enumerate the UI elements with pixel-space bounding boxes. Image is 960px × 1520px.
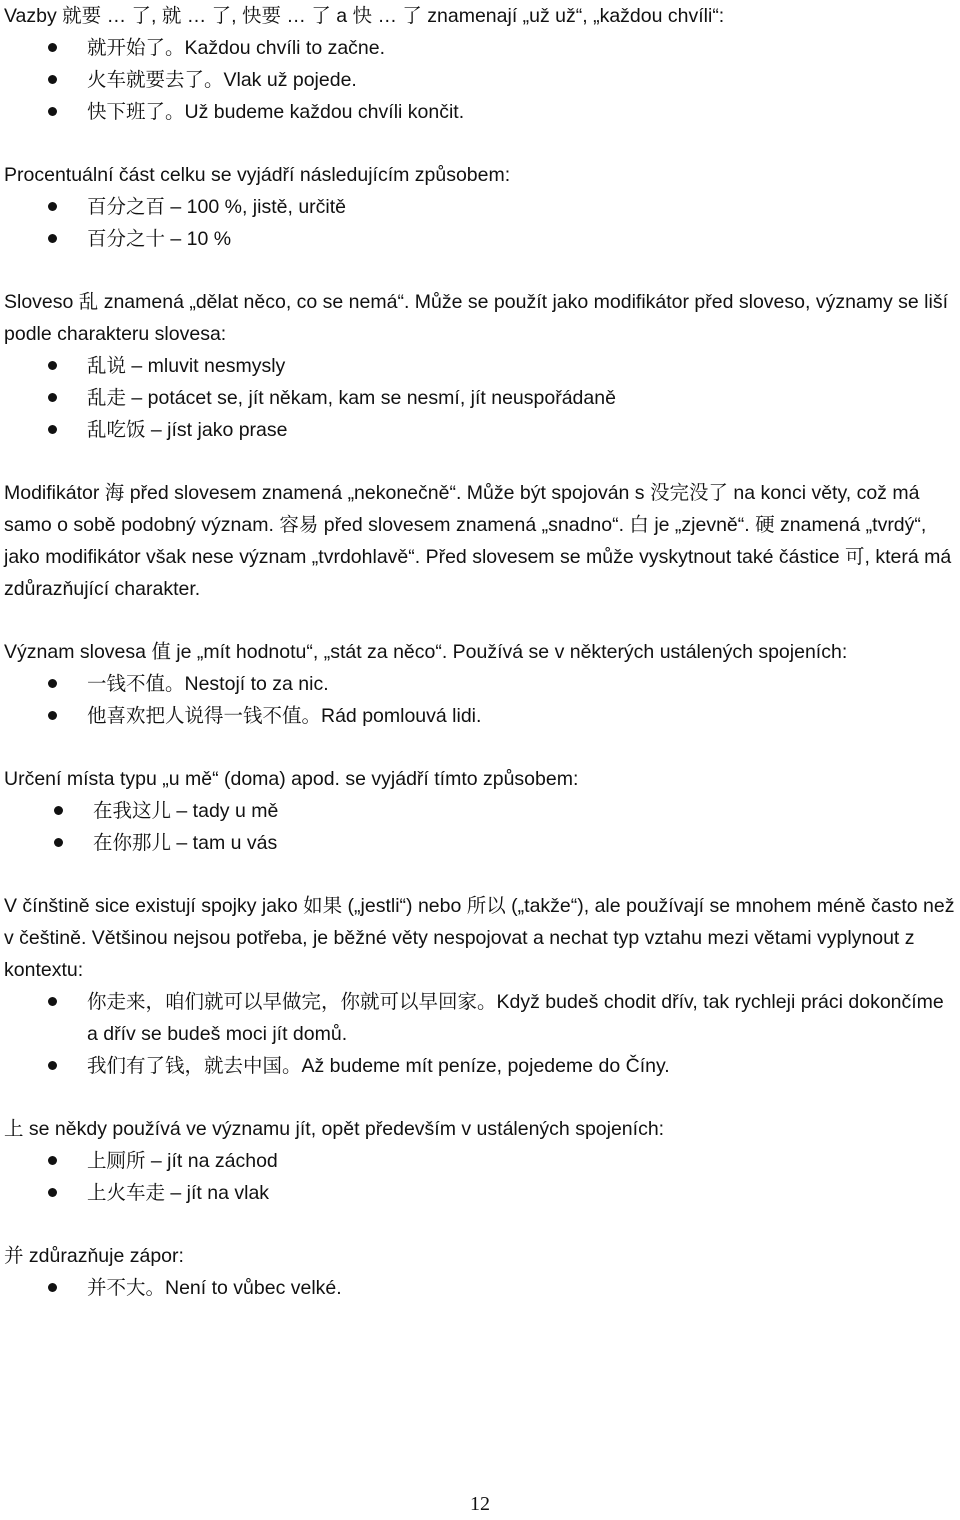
document-page <box>4 0 956 1304</box>
shang-list <box>4 1145 956 1209</box>
bullet-icon <box>48 361 57 370</box>
procenta-list <box>4 191 956 255</box>
modifikator-paragraph: Modifikátor 海 před slovesem znamená „nekonečně“. Může být spojován s 没完没了 na konci věty, což má samo o sobě podobný význam. 容易 před slovesem znamená „snadno“. 白 je „zjevně“. 硬 znamená „tvrdý“, jako modifikátor však nese význam „tvrdohlavě“. Před slovesem se může vyskytnout také částice 可, která má zdůrazňující charakter. <box>4 482 952 600</box>
procenta-intro: Procentuální část celku se vyjádří následujícím způsobem: <box>4 164 511 186</box>
list-item: 上火车走 – jít na vlak <box>4 1177 956 1209</box>
bing-list <box>4 1272 956 1304</box>
shang-intro: 上 se někdy používá ve významu jít, opět především v ustálených spojeních: <box>4 1118 665 1140</box>
list-item: 乱说 – mluvit nesmysly <box>4 350 956 382</box>
bullet-icon <box>48 393 57 402</box>
bullet-icon <box>48 1156 57 1165</box>
luan-intro: Sloveso 乱 znamená „dělat něco, co se nemá“. Může se použít jako modifikátor před sloveso, významy se liší podle charakteru slovesa: <box>4 291 949 345</box>
bullet-icon <box>48 1283 57 1292</box>
bullet-icon <box>48 679 57 688</box>
spojky-intro: V čínštině sice existují spojky jako 如果 („jestli“) nebo 所以 („takže“), ale používají se mnohem méně často než v češtině. Většinou nejsou potřeba, je běžné věty nespojovat a nechat typ vztahu mezi větami vyplynout z kontextu: <box>4 895 955 981</box>
list-item: 快下班了。Už budeme každou chvíli končit. <box>4 96 956 128</box>
list-item: 乱吃饭 – jíst jako prase <box>4 414 956 446</box>
list-item: 他喜欢把人说得一钱不值。Rád pomlouvá lidi. <box>4 700 956 732</box>
list-item: 并不大。Není to vůbec velké. <box>4 1272 956 1304</box>
bullet-icon <box>54 806 63 815</box>
list-item: 乱走 – potácet se, jít někam, kam se nesmí, jít neuspořádaně <box>4 382 956 414</box>
bing-intro: 并 zdůrazňuje zápor: <box>4 1245 184 1267</box>
list-item: 百分之十 – 10 % <box>4 223 956 255</box>
list-item: 你走来，咱们就可以早做完，你就可以早回家。Když budeš chodit dřív, tak rychleji práci dokončíme a dřív se budeš moci jít domů. <box>4 986 956 1050</box>
vazby-list <box>4 32 956 128</box>
list-item: 在我这儿 – tady u mě <box>4 795 956 827</box>
bullet-icon <box>48 234 57 243</box>
bullet-icon <box>48 202 57 211</box>
list-item: 在你那儿 – tam u vás <box>4 827 956 859</box>
list-item: 火车就要去了。Vlak už pojede. <box>4 64 956 96</box>
list-item: 一钱不值。Nestojí to za nic. <box>4 668 956 700</box>
bullet-icon <box>48 1061 57 1070</box>
misto-list <box>4 795 956 859</box>
bullet-icon <box>48 997 57 1006</box>
misto-intro: Určení místa typu „u mě“ (doma) apod. se vyjádří tímto způsobem: <box>4 768 579 790</box>
bullet-icon <box>48 1188 57 1197</box>
vazby-intro: Vazby 就要 … 了, 就 … 了, 快要 … 了 a 快 … 了 znamenají „už už“, „každou chvíli“: <box>4 5 725 27</box>
bullet-icon <box>48 425 57 434</box>
bullet-icon <box>48 43 57 52</box>
bullet-icon <box>54 838 63 847</box>
list-item: 百分之百 – 100 %, jistě, určitě <box>4 191 956 223</box>
bullet-icon <box>48 711 57 720</box>
list-item: 我们有了钱，就去中国。Až budeme mít peníze, pojedeme do Číny. <box>4 1050 956 1082</box>
bullet-icon <box>48 107 57 116</box>
bullet-icon <box>48 75 57 84</box>
list-item: 上厕所 – jít na záchod <box>4 1145 956 1177</box>
spojky-list <box>4 986 956 1082</box>
page-number: 12 <box>470 1493 490 1515</box>
zhi-list <box>4 668 956 732</box>
list-item: 就开始了。Každou chvíli to začne. <box>4 32 956 64</box>
zhi-intro: Význam slovesa 值 je „mít hodnotu“, „stát za něco“. Používá se v některých ustálených spojeních: <box>4 641 848 663</box>
luan-list <box>4 350 956 446</box>
